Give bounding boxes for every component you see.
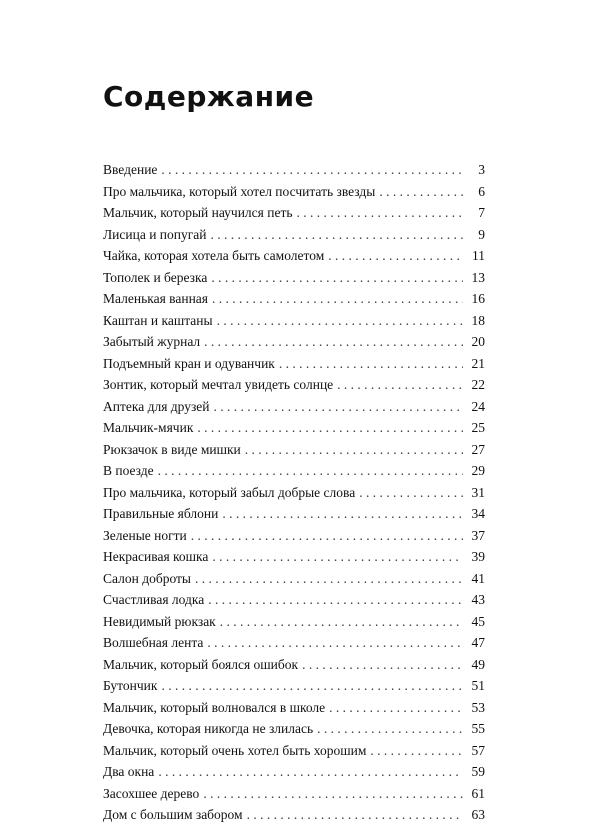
toc-entry-title: Маленькая ванная [103,291,208,306]
toc-entry [103,528,485,550]
toc-entry [103,184,485,206]
toc-entry [103,592,485,614]
toc-entry-page-number: 41 [471,570,485,586]
dot-leader [214,399,463,415]
dot-leader [211,270,463,286]
toc-entry-page-number: 37 [471,527,485,543]
toc-entry-title: Волшебная лента [103,635,204,650]
toc-entry [103,334,485,356]
toc-entry-page-number: 11 [472,248,485,263]
toc-entry-title: Чайка, которая хотела быть самолетом [103,248,325,263]
toc-entry-page-number: 9 [478,226,485,242]
toc-entry-title: Про мальчика, который хотел посчитать звезды [103,183,376,199]
toc-entry-title: Мальчик, который научился петь [103,205,293,220]
toc-entry-page-number: 31 [471,484,485,500]
dot-leader [370,743,463,759]
toc-entry-page-number: 61 [471,785,485,801]
toc-entry-page-number: 57 [471,742,485,758]
toc-entry-page-number: 24 [471,398,485,414]
toc-entry-page-number: 47 [471,635,485,650]
dot-leader [161,162,463,178]
toc-entry [103,700,485,722]
toc-entry [103,485,485,507]
toc-entry-title: Мальчик, который боялся ошибок [103,656,299,672]
toc-entry-title: Мальчик, который очень хотел быть хорошим [103,742,367,758]
dot-leader [207,635,463,651]
toc-entry-title: Салон доброты [103,570,191,586]
toc-entry-title: Невидимый рюкзак [103,613,216,629]
toc-entry-page-number: 51 [471,678,485,693]
toc-entry [103,764,485,786]
dot-leader [220,614,463,630]
toc-entry-page-number: 43 [471,592,485,607]
toc-entry-title: Забытый журнал [103,334,201,349]
toc-entry-title: Зеленые ногти [103,527,187,543]
dot-leader [217,313,463,329]
toc-entry-page-number: 34 [471,506,485,521]
toc-entry-page-number: 3 [478,162,485,177]
toc-entry-title: Мальчик-мячик [103,420,194,435]
dot-leader [245,442,463,458]
dot-leader [197,420,463,436]
toc-entry [103,463,485,485]
dot-leader [204,334,463,350]
toc-entry [103,205,485,227]
toc-entry-page-number: 49 [471,656,485,672]
toc-entry-page-number: 45 [471,613,485,629]
toc-entry-page-number: 21 [471,355,485,371]
toc-entry-title: Правильные яблони [103,506,219,521]
dot-leader [195,571,463,587]
toc-entry [103,399,485,421]
toc-entry-page-number: 55 [471,721,485,736]
dot-leader [297,205,463,221]
toc-entry [103,743,485,765]
toc-entry-page-number: 63 [471,807,485,822]
toc-entry-page-number: 20 [471,334,485,349]
dot-leader [359,485,463,501]
dot-leader [247,807,463,823]
toc-entry-title: Каштан и каштаны [103,312,213,328]
toc-entry-title: Введение [103,162,158,177]
toc-entry [103,721,485,743]
dot-leader [212,549,463,565]
dot-leader [211,227,464,243]
toc-entry-page-number: 27 [471,441,485,457]
dot-leader [208,592,463,608]
dot-leader [379,184,463,200]
toc-entry [103,356,485,378]
dot-leader [222,506,463,522]
toc-entry [103,786,485,808]
table-of-contents [103,162,485,829]
toc-entry [103,377,485,399]
toc-entry [103,506,485,528]
toc-entry [103,420,485,442]
toc-entry-page-number: 59 [471,764,485,779]
toc-entry [103,227,485,249]
toc-entry [103,291,485,313]
toc-entry [103,614,485,636]
toc-entry-title: Про мальчика, который забыл добрые слова [103,484,356,500]
dot-leader [328,248,463,264]
toc-entry-title: Мальчик, который волновался в школе [103,699,326,715]
dot-leader [302,657,463,673]
toc-entry-page-number: 29 [471,463,485,478]
toc-entry-title: В поезде [103,463,154,478]
toc-entry-page-number: 25 [471,420,485,435]
toc-entry-page-number: 53 [471,699,485,715]
toc-entry-page-number: 7 [478,205,485,220]
toc-entry [103,635,485,657]
toc-entry-title: Два окна [103,764,155,779]
toc-entry [103,442,485,464]
toc-entry-title: Лисица и попугай [103,226,207,242]
toc-entry-page-number: 22 [471,377,485,392]
dot-leader [279,356,463,372]
dot-leader [212,291,463,307]
toc-entry-page-number: 13 [471,269,485,285]
dot-leader [158,463,463,479]
toc-entry [103,270,485,292]
toc-entry [103,248,485,270]
dot-leader [191,528,463,544]
dot-leader [329,700,463,716]
toc-entry-title: Подъемный кран и одуванчик [103,355,275,371]
toc-entry [103,162,485,184]
toc-entry-title: Аптека для друзей [103,398,210,414]
toc-entry [103,657,485,679]
dot-leader [337,377,463,393]
toc-entry-page-number: 6 [478,183,485,199]
toc-entry-page-number: 39 [471,549,485,564]
toc-entry-title: Девочка, которая никогда не злилась [103,721,314,736]
toc-entry-title: Тополек и березка [103,269,208,285]
dot-leader [161,678,463,694]
toc-entry-title: Дом с большим забором [103,807,243,822]
toc-entry [103,313,485,335]
page-title: Содержание [103,80,315,113]
toc-entry [103,807,485,829]
toc-entry-title: Рюкзачок в виде мишки [103,441,241,457]
toc-entry-title: Бутончик [103,678,158,693]
dot-leader [203,786,463,802]
toc-entry [103,571,485,593]
toc-entry [103,678,485,700]
toc-entry-title: Зонтик, который мечтал увидеть солнце [103,377,334,392]
toc-entry [103,549,485,571]
toc-entry-page-number: 16 [471,291,485,306]
toc-entry-title: Счастливая лодка [103,592,205,607]
dot-leader [317,721,463,737]
toc-entry-title: Некрасивая кошка [103,549,209,564]
toc-entry-title: Засохшее дерево [103,785,200,801]
toc-entry-page-number: 18 [471,312,485,328]
dot-leader [158,764,463,780]
